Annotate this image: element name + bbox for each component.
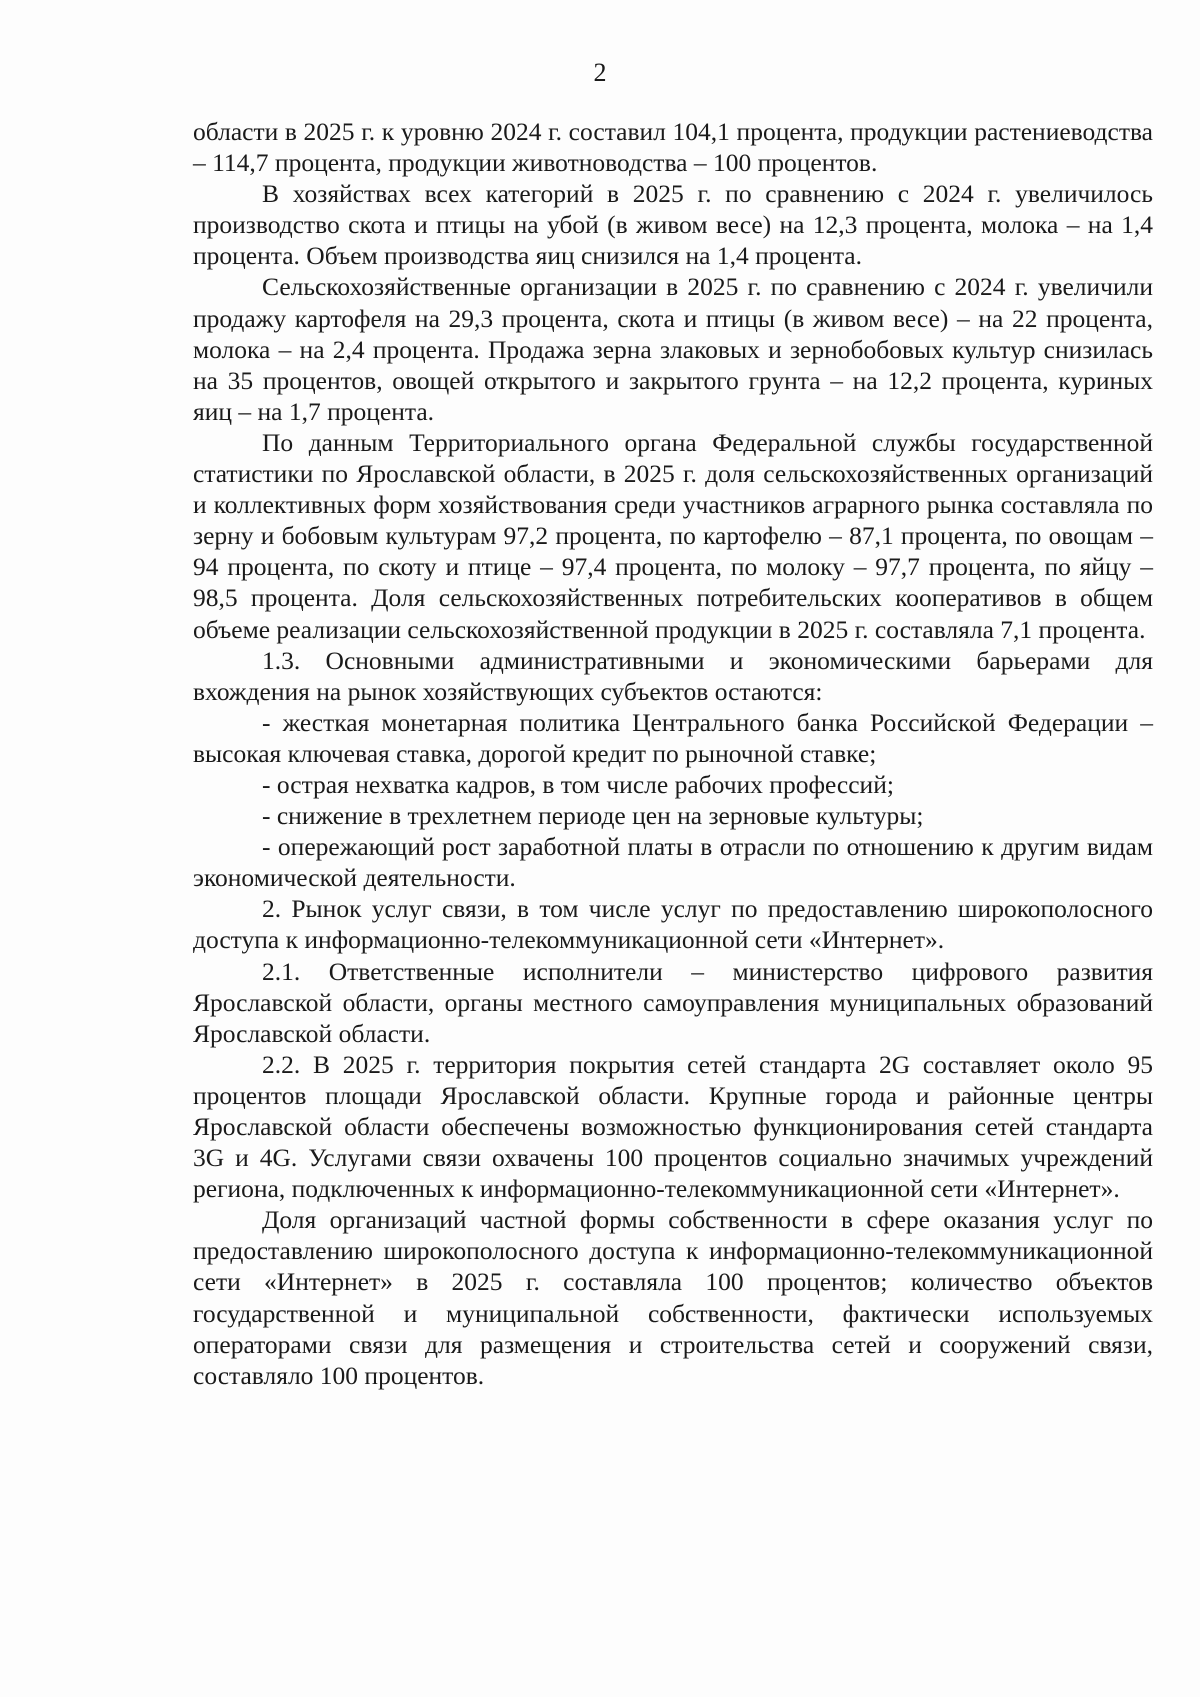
list-item-monetary-policy: - жесткая монетарная политика Центрального банка Российской Федерации – высокая ключевая ставка, дорогой кредит по рыночной ставке; — [193, 707, 1153, 768]
paragraph-agri-organizations-sales: Сельскохозяйственные организации в 2025 г. по сравнению с 2024 г. увеличили продажу картофеля на 29,3 процента, скота и птицы (в живом весе) – на 22 процента, молока – на 2,4 процента. Продажа зерна злаковых и зернобобовых культур снизилась на 35 процентов, овощей открытого и закрытого грунта – на 12,2 процента, куриных яиц – на 1,7 процента. — [193, 272, 1153, 426]
list-item-wage-growth: - опережающий рост заработной платы в отрасли по отношению к другим видам экономической деятельности. — [193, 832, 1153, 893]
paragraph-section-2-2: 2.2. В 2025 г. территория покрытия сетей стандарта 2G составляет около 95 процентов площади Ярославской области. Крупные города и районные центры Ярославской области обеспечены возможностью функционирования сетей стандарта 3G и 4G. Услугами связи охвачены 100 процентов социально значимых учреждений региона, подключенных к информационно-телекоммуникационной сети «Интернет». — [193, 1049, 1153, 1204]
paragraph-livestock-production: В хозяйствах всех категорий в 2025 г. по сравнению с 2024 г. увеличилось производство скота и птицы на убой (в живом весе) на 12,3 процента, молока – на 1,4 процента. Объем производства яиц снизился на 1,4 процента. — [193, 179, 1153, 271]
paragraph-statistics-share: По данным Территориального органа Федеральной службы государственной статистики по Ярославской области, в 2025 г. доля сельскохозяйственных организаций и коллективных форм хозяйствования среди участников аграрного рынка составляла по зерну и бобовым культурам 97,2 процента, по картофелю – 87,1 процента, по овощам – 94 процента, по скоту и птице – 97,4 процента, по молоку – 97,7 процента, по яйцу – 98,5 процента. Доля сельскохозяйственных потребительских кооперативов в общем объеме реализации сельскохозяйственной продукции в 2025 г. составляла 7,1 процента. — [193, 427, 1153, 644]
paragraph-section-2-heading: 2. Рынок услуг связи, в том числе услуг по предоставлению широкополосного доступа к информационно-телекоммуникационной сети «Интернет». — [193, 894, 1153, 955]
paragraph-section-2-1: 2.1. Ответственные исполнители – министерство цифрового развития Ярославской области, органы местного самоуправления муниципальных образований Ярославской области. — [193, 956, 1153, 1048]
paragraph-section-1-3: 1.3. Основными административными и экономическими барьерами для вхождения на рынок хозяйствующих субъектов остаются: — [193, 645, 1153, 706]
list-item-grain-prices: - снижение в трехлетнем периоде цен на зерновые культуры; — [262, 801, 924, 831]
paragraph-continuation: области в 2025 г. к уровню 2024 г. составил 104,1 процента, продукции растениеводства – 114,7 процента, продукции животноводства – 100 процентов. — [193, 117, 1153, 178]
list-item-staff-shortage: - острая нехватка кадров, в том числе рабочих профессий; — [262, 769, 894, 799]
paragraph-private-ownership-share: Доля организаций частной формы собственности в сфере оказания услуг по предоставлению широкополосного доступа к информационно-телекоммуникационной сети «Интернет» в 2025 г. составляла 100 процентов; количество объектов государственной и муниципальной собственности, фактически используемых операторами связи для размещения и строительства сетей и сооружений связи, составляло 100 процентов. — [193, 1205, 1153, 1390]
page-number: 2 — [593, 58, 607, 87]
document-body — [193, 116, 1153, 1391]
